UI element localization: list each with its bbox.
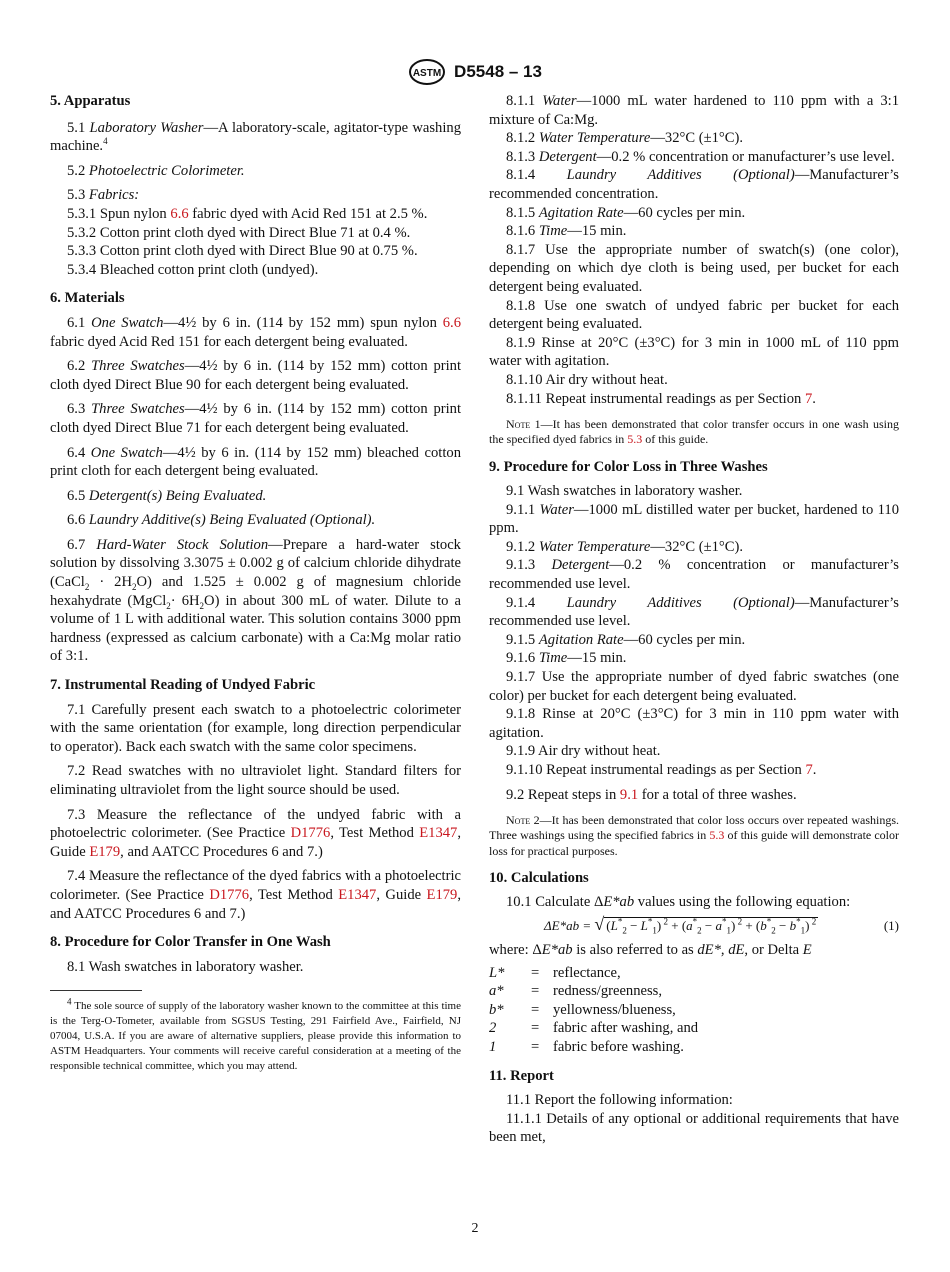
left-column [50,92,461,1073]
para-6-4: 6.4 One Swatch—4½ by 6 in. (114 by 152 mm) bleached cotton print cloth for each detergent being evaluated. [50,444,461,480]
section-5-heading: 5. Apparatus [50,93,131,109]
para-8-1-6: 8.1.6 Time—15 min. [506,223,627,240]
para-8-1-7: 8.1.7 Use the appropriate number of swatch(s) (one color), depending on which dye cloth is being used, per bucket for each detergent being evaluated. [489,241,899,295]
para-7-2: 7.2 Read swatches with no ultraviolet light. Standard filters for eliminating ultraviolet from the light source should be used. [50,763,461,798]
definition-row: L* = reflectance, [489,964,621,981]
para-6-6: 6.6 Laundry Additive(s) Being Evaluated (Optional). [67,512,376,529]
para-6-3: 6.3 Three Swatches—4½ by 6 in. (114 by 152 mm) cotton print cloth dyed Direct Blue 71 for each detergent being evaluated. [50,401,462,436]
para-10-1: 10.1 Calculate ΔE*ab values using the following equation: [506,894,851,911]
link-e1347[interactable]: E1347 [419,825,458,842]
link-section-7[interactable]: 7 [805,762,813,778]
link-e179[interactable]: E179 [89,843,121,860]
link-d1776[interactable]: D1776 [290,825,331,842]
para-5-3-3: 5.3.3 Cotton print cloth dyed with Direct Blue 90 at 0.75 %. [67,243,418,260]
para-9-1-5: 9.1.5 Agitation Rate—60 cycles per min. [506,631,746,648]
para-8-1-11: 8.1.11 Repeat instrumental readings as per Section 7. [506,390,816,407]
link-6-6[interactable]: 6.6 [170,205,189,222]
para-7-4: 7.4 Measure the reflectance of the dyed fabrics with a photoelectric colorimeter. (See Practice D1776, Test Method E1347, Guide E179, and AATCC Procedures 6 and 7.) [50,868,461,922]
section-11-heading: 11. Report [489,1067,554,1084]
para-9-1-4: 9.1.4 Laundry Additives (Optional)—Manufacturer’s recommended use level. [489,594,899,630]
definition-row: 1 = fabric before washing. [489,1038,684,1055]
para-8-1-9: 8.1.9 Rinse at 20°C (±3°C) for 3 min in 1000 mL of 110 ppm water with agitation. [489,334,899,370]
para-9-1-9: 9.1.9 Air dry without heat. [506,743,661,760]
equation-1 [489,915,899,937]
link-9-1[interactable]: 9.1 [619,786,639,803]
para-9-1-10: 9.1.10 Repeat instrumental readings as per Section 7. [506,762,817,778]
definitions-list [489,964,899,1057]
svg-text:ASTM: ASTM [412,68,442,79]
para-6-2: 6.2 Three Swatches—4½ by 6 in. (114 by 152 mm) cotton print cloth dyed Direct Blue 90 for each detergent being evaluated. [50,358,462,393]
para-9-1-3: 9.1.3 Detergent—0.2 % concentration or manufacturer’s recommended use level. [489,557,899,593]
para-7-3: 7.3 Measure the reflectance of the undyed fabric with a photoelectric colorimeter. (See Practice D1776, Test Method E1347, Guide E179, and AATCC Procedures 6 and 7.) [50,806,461,860]
right-column [489,92,899,1147]
para-6-5: 6.5 Detergent(s) Being Evaluated. [67,487,267,504]
para-5-3-1: 5.3.1 Spun nylon 6.6 fabric dyed with Acid Red 151 at 2.5 %. [67,205,428,222]
footnote-divider [50,990,142,991]
link-e1347[interactable]: E1347 [338,886,377,903]
para-9-1-8: 9.1.8 Rinse at 20°C (±3°C) for 3 min in 110 ppm water with agitation. [489,706,899,741]
para-5-2: 5.2 Photoelectric Colorimeter. [67,162,245,179]
page-header [0,58,950,86]
para-8-1-3: 8.1.3 Detergent—0.2 % concentration or manufacturer’s use level. [506,148,895,165]
para-9-1-1: 9.1.1 Water—1000 mL distilled water per bucket, hardened to 110 ppm. [489,501,899,537]
para-5-3: 5.3 Fabrics: [67,187,140,204]
note-1: Note 1—It has been demonstrated that color transfer occurs in one wash using the specified dyed fabrics in 5.3 of this guide. [489,417,899,447]
section-9-heading: 9. Procedure for Color Loss in Three Washes [489,458,768,475]
para-9-1-2: 9.1.2 Water Temperature—32°C (±1°C). [506,538,743,555]
link-e179[interactable]: E179 [426,886,458,903]
link-5-3[interactable]: 5.3 [709,828,725,843]
link-5-3[interactable]: 5.3 [627,432,643,447]
where-clause: where: ΔE*ab is also referred to as dE*, dE, or Delta E [489,941,812,958]
para-5-3-4: 5.3.4 Bleached cotton print cloth (undyed). [67,261,319,278]
para-8-1-2: 8.1.2 Water Temperature—32°C (±1°C). [506,130,743,147]
para-8-1-8: 8.1.8 Use one swatch of undyed fabric per bucket for each detergent being evaluated. [489,297,899,333]
standard-designation: D5548 – 13 [454,62,542,81]
link-d1776[interactable]: D1776 [209,886,250,903]
para-9-1-6: 9.1.6 Time—15 min. [506,650,627,667]
note-2: Note 2—It has been demonstrated that color loss occurs over repeated washings. Three washings using the specified fabrics in 5.3 of this guide will demonstrate color loss for practical purposes. [489,813,900,858]
section-7-heading: 7. Instrumental Reading of Undyed Fabric [50,677,316,694]
para-11-1: 11.1 Report the following information: [506,1092,733,1109]
section-8-heading: 8. Procedure for Color Transfer in One Wash [50,934,331,951]
para-9-1-7: 9.1.7 Use the appropriate number of dyed fabric swatches (one color) per bucket for each detergent being evaluated. [489,669,899,704]
para-8-1-4: 8.1.4 Laundry Additives (Optional)—Manufacturer’s recommended concentration. [489,167,899,202]
definition-row: b* = yellowness/blueness, [489,1001,676,1018]
equation-expression: ΔE*ab = √ $(L^*_2 - L^*_1) ^2 + (a^*_2 - a^*_1) ^2 + (b^*_2 - b^*_1)$ $^2$ [544,913,817,936]
link-section-7[interactable]: 7 [804,390,813,407]
definition-row: 2 = fabric after washing, and [489,1020,699,1037]
equation-number: (1) [883,917,899,933]
link-6-6[interactable]: 6.6 [442,314,461,331]
para-8-1: 8.1 Wash swatches in laboratory washer. [67,958,304,975]
section-10-heading: 10. Calculations [489,869,589,886]
definition-row: a* = redness/greenness, [489,983,663,1000]
para-5-1: 5.1 Laboratory Washer—A laboratory-scale, agitator-type washing machine.$^4$ [50,119,462,155]
para-11-1-1: 11.1.1 Details of any optional or additional requirements that have been met, [489,1110,899,1146]
para-7-1: 7.1 Carefully present each swatch to a photoelectric colorimeter with the same orientation (for example, long direction perpendicular to operator). Back each swatch with the same color specimens. [50,701,461,755]
para-8-1-1: 8.1.1 Water—1000 mL water hardened to 110 ppm with a 3:1 mixture of Ca:Mg. [489,93,899,128]
para-9-2: 9.2 Repeat steps in 9.1 for a total of three washes. [506,786,797,803]
para-8-1-10: 8.1.10 Air dry without heat. [506,371,668,388]
para-6-1: 6.1 One Swatch—4½ by 6 in. (114 by 152 mm) spun nylon 6.6 fabric dyed Acid Red 151 for each detergent being evaluated. [50,314,461,350]
section-6-heading: 6. Materials [50,290,125,307]
astm-logo-icon [408,58,446,86]
para-5-3-2: 5.3.2 Cotton print cloth dyed with Direct Blue 71 at 0.4 %. [67,224,411,241]
para-8-1-5: 8.1.5 Agitation Rate—60 cycles per min. [506,204,746,221]
para-6-7: 6.7 Hard-Water Stock Solution—Prepare a hard-water stock solution by dissolving 3.3075 ± 0.002 g of calcium chloride dihydrate (CaCl$_2$ · $2H_2O$) and 1.525 ± 0.002 g of magnesium chloride hexahydrate (MgCl$_2$· $6H_2O$) in about 300 mL of water. Dilute to a volume of 1 L with additional water. This solution contains 3000 ppm hardness (expressed as calcium carbonate) with a Ca:Mg molar ratio of 3:1. [50,536,461,665]
page-number: 2 [471,1221,479,1236]
para-9-1: 9.1 Wash swatches in laboratory washer. [506,483,743,500]
footnote-4: $^4$ The sole source of supply of the laboratory washer known to the committee at this time is the Terg-O-Tometer, available from SGSUS Testing, 291 Fairfield Ave., Fairfield, NJ 07004, U.S.A. If you are aware of alternative suppliers, please provide this information to ASTM Headquarters. Your comments will receive careful consideration at a meeting of the responsible technical committee, which you may attend. [50,996,461,1072]
